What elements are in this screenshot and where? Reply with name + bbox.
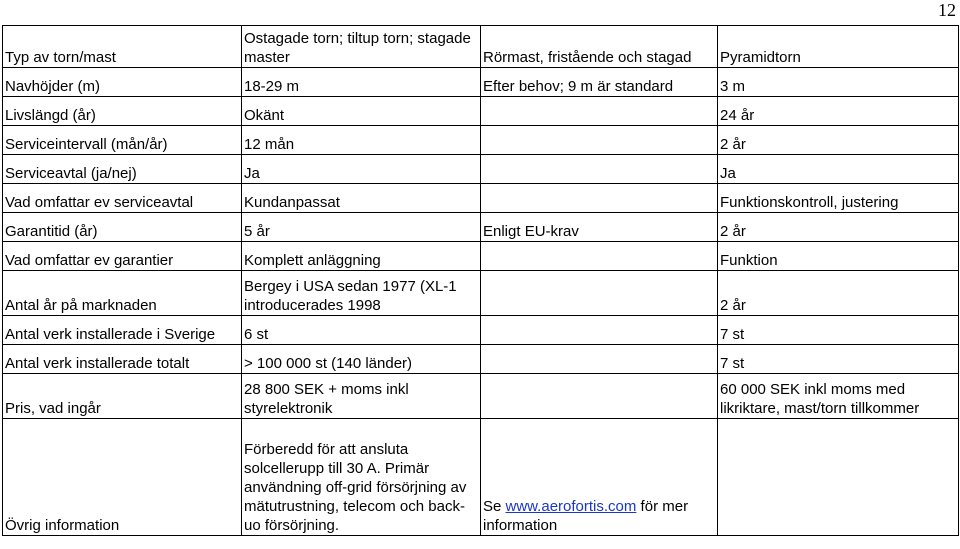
table-row [3, 419, 959, 536]
row-label: Antal år på marknaden [3, 271, 242, 316]
cell-value [481, 242, 718, 271]
cell-value: Komplett anläggning [242, 242, 481, 271]
cell-value: Ja [718, 155, 959, 184]
table-row [3, 271, 959, 316]
cell-value: Funktionskontroll, justering [718, 184, 959, 213]
table-row [3, 68, 959, 97]
cell-value: 2 år [718, 271, 959, 316]
cell-value [481, 419, 718, 536]
table-row [3, 184, 959, 213]
cell-value: 7 st [718, 316, 959, 345]
cell-value [481, 271, 718, 316]
table-row [3, 316, 959, 345]
cell-value: Ostagade torn; tiltup torn; stagade master [242, 26, 481, 68]
comparison-table [2, 25, 959, 536]
cell-text: för mer information [483, 498, 689, 534]
cell-value [481, 155, 718, 184]
cell-value [481, 374, 718, 419]
cell-value: Funktion [718, 242, 959, 271]
cell-value: 5 år [242, 213, 481, 242]
cell-value: Efter behov; 9 m är standard [481, 68, 718, 97]
cell-value: 6 st [242, 316, 481, 345]
row-label: Typ av torn/mast [3, 26, 242, 68]
cell-value: 3 m [718, 68, 959, 97]
cell-value [718, 419, 959, 536]
row-label: Antal verk installerade totalt [3, 345, 242, 374]
cell-value: Förberedd för att ansluta solcellerupp till 30 A. Primär användning off-grid försörjning av mätutrustning, telecom och back-uo försörjning. [242, 419, 481, 536]
cell-value: Kundanpassat [242, 184, 481, 213]
table-row [3, 155, 959, 184]
table-row [3, 26, 959, 68]
row-label: Serviceintervall (mån/år) [3, 126, 242, 155]
cell-value: 18-29 m [242, 68, 481, 97]
table-row [3, 213, 959, 242]
row-label: Vad omfattar ev garantier [3, 242, 242, 271]
cell-value [481, 126, 718, 155]
cell-value: 2 år [718, 126, 959, 155]
table-row [3, 374, 959, 419]
table-row [3, 97, 959, 126]
cell-value: Bergey i USA sedan 1977 (XL-1 introducerades 1998 [242, 271, 481, 316]
row-label: Pris, vad ingår [3, 374, 242, 419]
cell-value: 12 mån [242, 126, 481, 155]
cell-value: > 100 000 st (140 länder) [242, 345, 481, 374]
page-number: 12 [938, 0, 956, 20]
cell-value: 60 000 SEK inkl moms med likriktare, mast/torn tillkommer [718, 374, 959, 419]
row-label: Livslängd (år) [3, 97, 242, 126]
row-label: Garantitid (år) [3, 213, 242, 242]
cell-value: 7 st [718, 345, 959, 374]
website-link[interactable]: www.aerofortis.com [505, 498, 637, 515]
cell-value: 28 800 SEK + moms inkl styrelektronik [242, 374, 481, 419]
row-label: Serviceavtal (ja/nej) [3, 155, 242, 184]
cell-value: Ja [242, 155, 481, 184]
table-row [3, 126, 959, 155]
cell-value [481, 316, 718, 345]
row-label: Navhöjder (m) [3, 68, 242, 97]
row-label: Antal verk installerade i Sverige [3, 316, 242, 345]
cell-value: Rörmast, fristående och stagad [481, 26, 718, 68]
row-label: Övrig information [3, 419, 242, 536]
table-row [3, 242, 959, 271]
cell-value [481, 184, 718, 213]
cell-value: 2 år [718, 213, 959, 242]
cell-value [481, 97, 718, 126]
cell-value: Pyramidtorn [718, 26, 959, 68]
cell-value [481, 345, 718, 374]
cell-value: 24 år [718, 97, 959, 126]
cell-value: Okänt [242, 97, 481, 126]
cell-text: Se [483, 498, 506, 515]
table-row [3, 345, 959, 374]
row-label: Vad omfattar ev serviceavtal [3, 184, 242, 213]
cell-value: Enligt EU-krav [481, 213, 718, 242]
